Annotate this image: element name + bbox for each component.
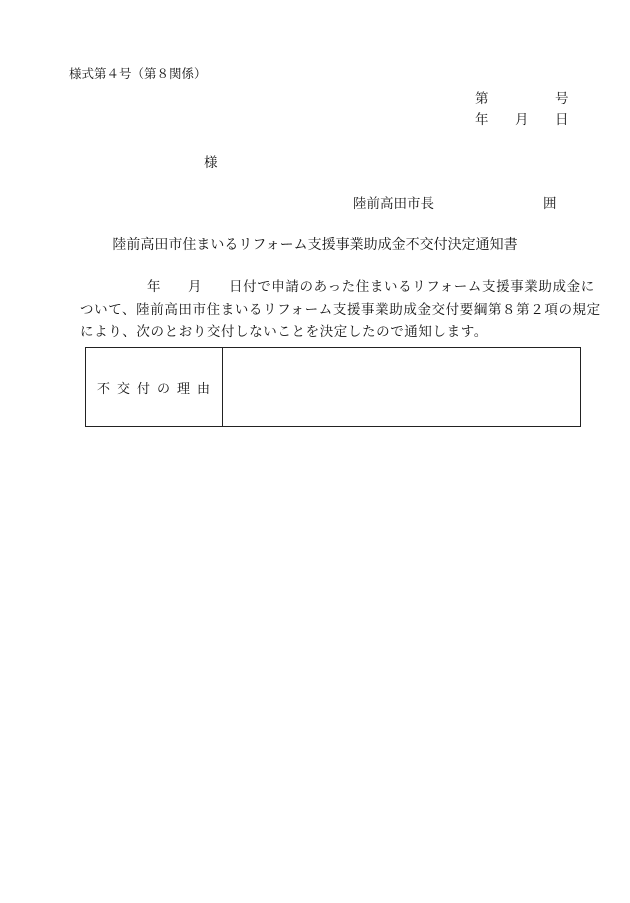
reason-value — [224, 348, 580, 426]
reason-table — [85, 347, 581, 427]
body-line-1: 日付で申請のあった住まいるリフォーム支援事業助成金に — [229, 279, 595, 295]
doc-number-dai: 第 — [475, 91, 489, 107]
body-month: 月 — [188, 279, 203, 295]
form-number: 様式第４号（第８関係） — [69, 66, 207, 81]
date-year: 年 — [475, 112, 489, 128]
body-line-2: ついて、陸前高田市住まいるリフォーム支援事業助成金交付要綱第８第２項の規定 — [80, 302, 601, 318]
date-month: 月 — [515, 112, 529, 128]
document-title: 陸前高田市住まいるリフォーム支援事業助成金不交付決定通知書 — [112, 237, 518, 253]
body-line-3: により、次のとおり交付しないことを決定したので通知します。 — [80, 324, 488, 340]
date-day: 日 — [555, 112, 569, 128]
doc-number-go: 号 — [555, 91, 569, 107]
reason-label: 不交付の理由 — [86, 348, 223, 426]
issuer-seal: 囲 — [543, 196, 557, 212]
issuer-title: 陸前高田市長 — [353, 196, 434, 212]
body-year: 年 — [147, 279, 162, 295]
recipient-honorific: 様 — [204, 155, 218, 171]
